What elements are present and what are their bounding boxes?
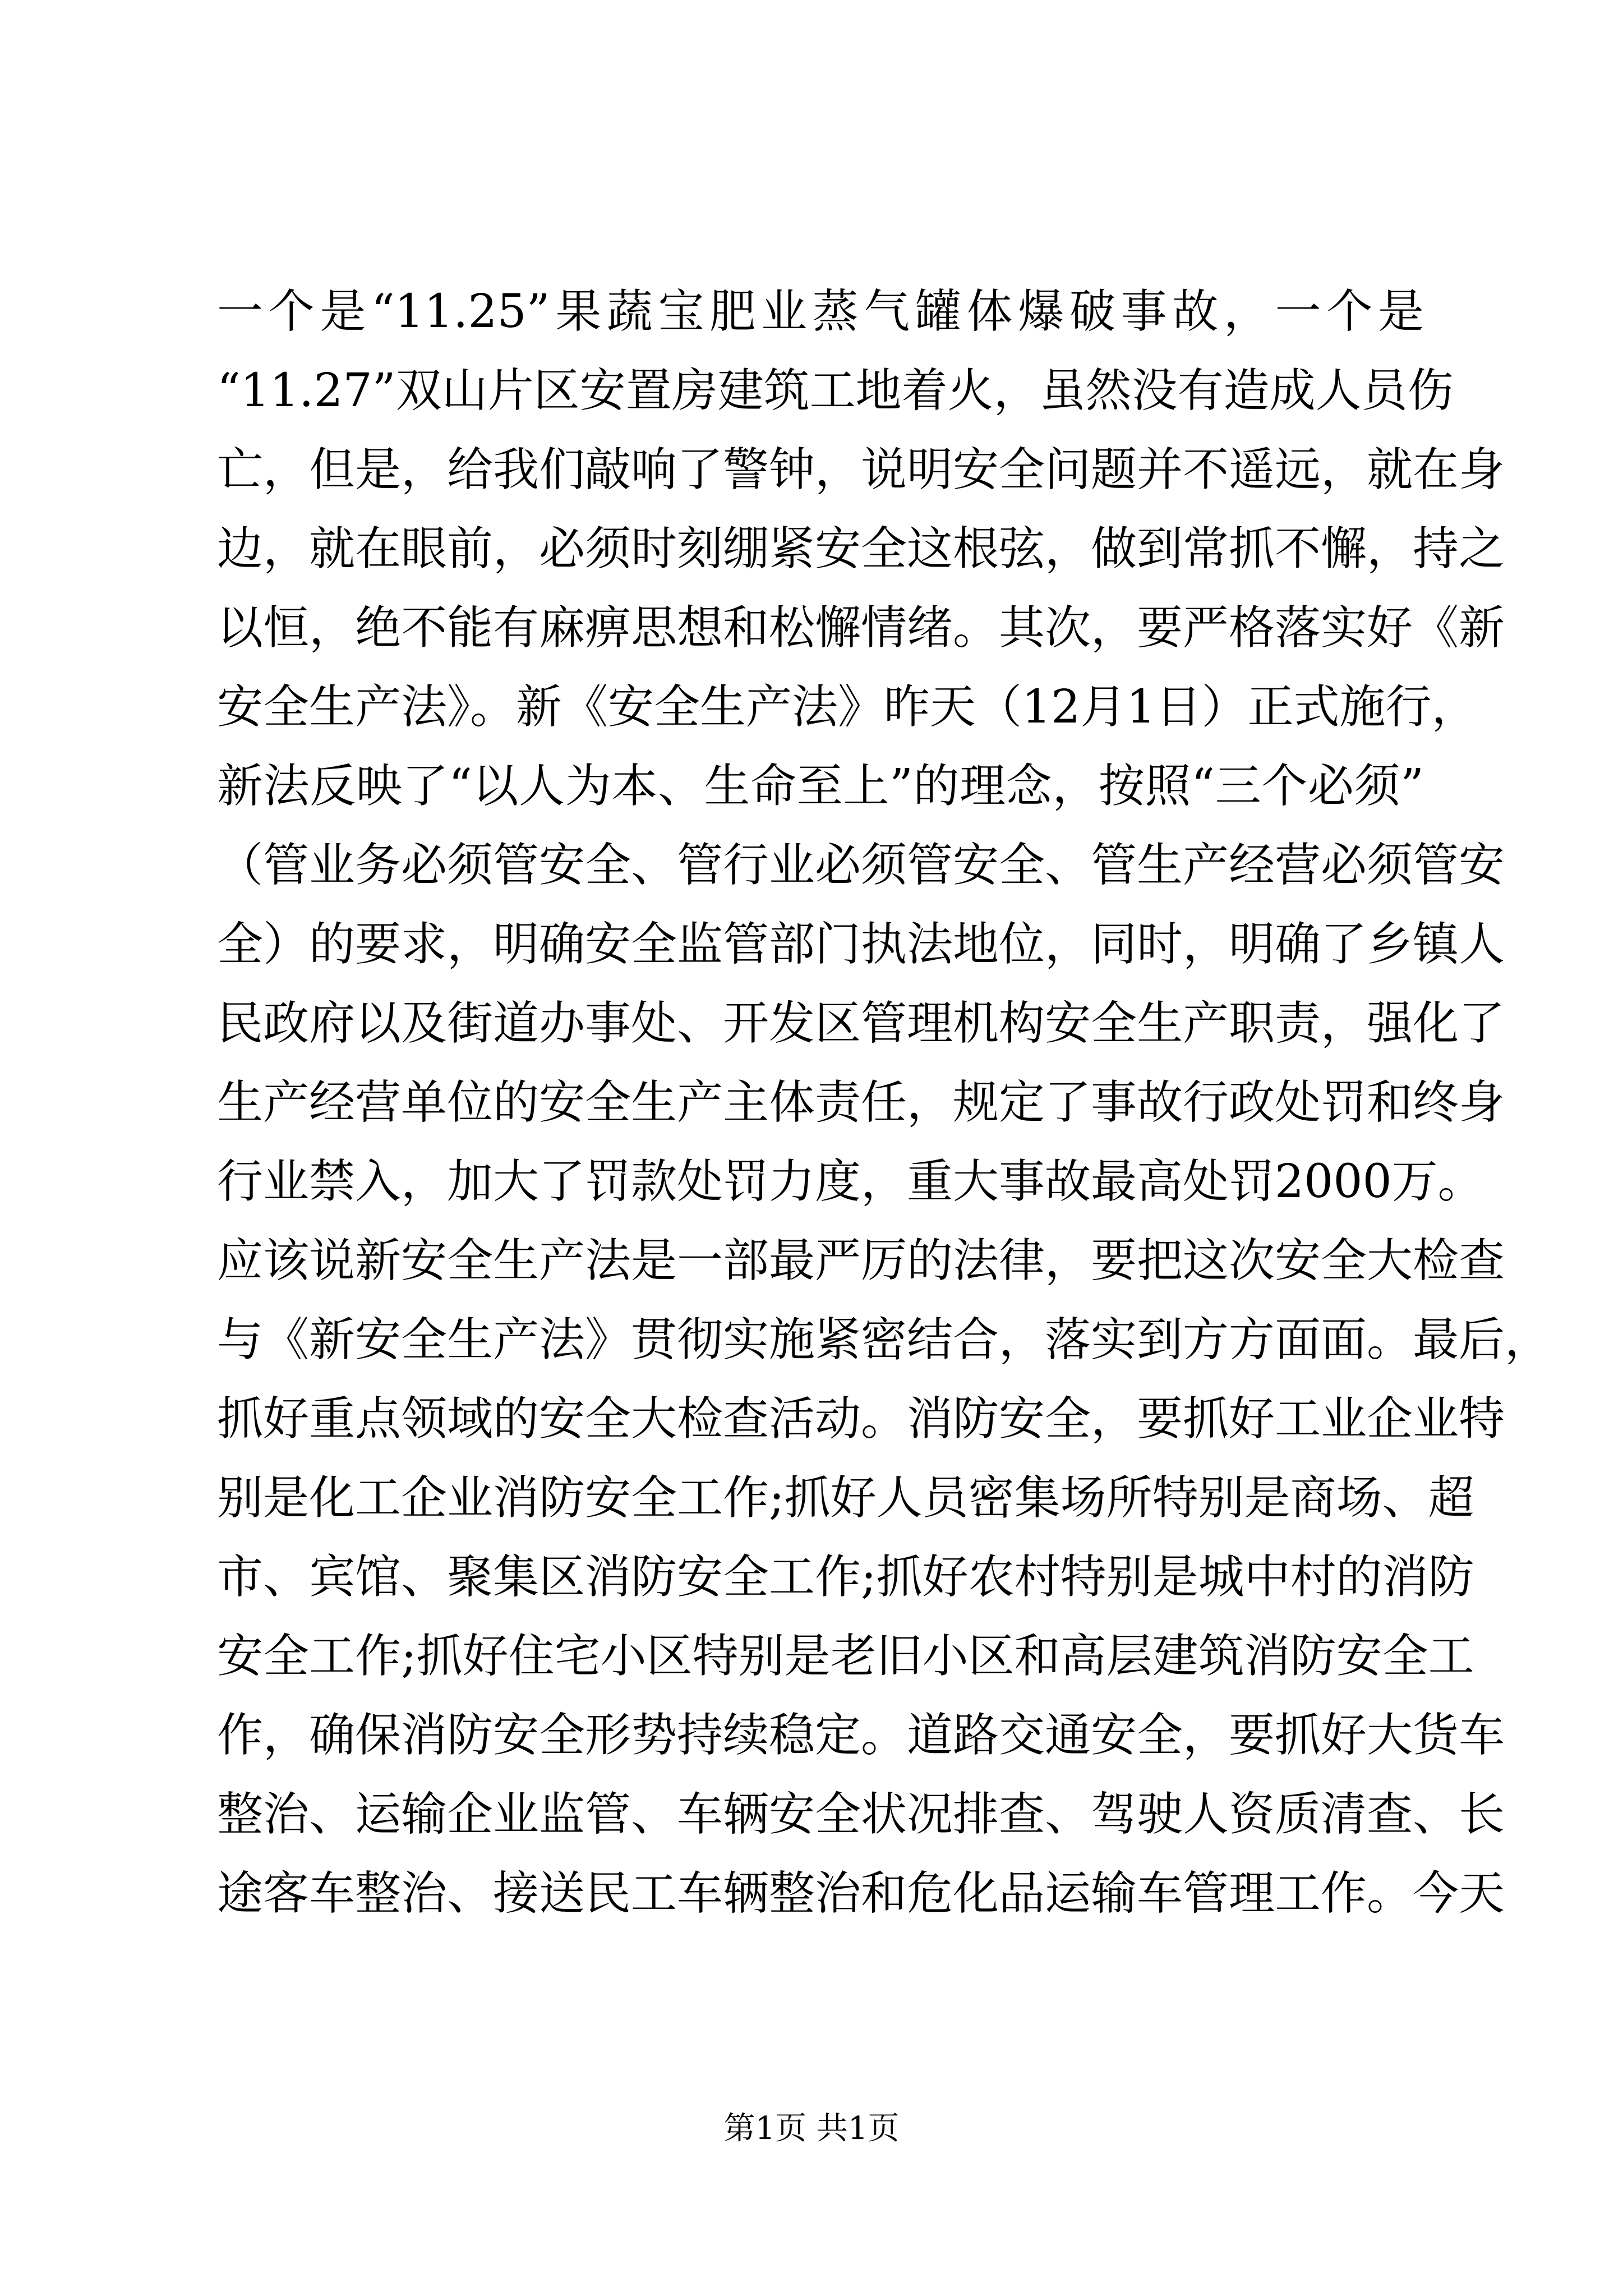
text-line: 全）的要求，明确安全监管部门执法地位，同时，明确了乡镇人 [217,918,1505,971]
text-line: 行业禁入，加大了罚款处罚力度，重大事故最高处罚2000万。 [217,1155,1484,1208]
text-line: 新法反映了“以人为本、生命至上”的理念，按照“三个必须” [217,760,1424,813]
text-line: 别是化工企业消防安全工作;抓好人员密集场所特别是商场、超 [217,1471,1474,1525]
text-line: 应该说新安全生产法是一部最严厉的法律，要把这次安全大检查 [217,1234,1505,1287]
text-line: 一个是“11.25”果蔬宝肥业蒸气罐体爆破事故，一个是 [217,285,1424,338]
text-line: 生产经营单位的安全生产主体责任，规定了事故行政处罚和终身 [217,1076,1505,1129]
text-line: 安全生产法》。新《安全生产法》昨天（12月1日）正式施行， [217,680,1478,734]
text-line: （管业务必须管安全、管行业必须管安全、管生产经营必须管安 [217,839,1505,892]
text-line: 与《新安全生产法》贯彻实施紧密结合，落实到方方面面。最后， [217,1313,1551,1366]
text-line: 安全工作;抓好住宅小区特别是老旧小区和高层建筑消防安全工 [217,1630,1474,1683]
text-line: 市、宾馆、聚集区消防安全工作;抓好农村特别是城中村的消防 [217,1550,1474,1604]
text-line: 整治、运输企业监管、车辆安全状况排查、驾驶人资质清查、长 [217,1788,1505,1841]
text-line: 民政府以及街道办事处、开发区管理机构安全生产职责，强化了 [217,997,1505,1050]
text-line: 途客车整治、接送民工车辆整治和危化品运输车管理工作。今天 [217,1867,1505,1920]
page-footer: 第1页 共1页 [723,2110,900,2147]
text-line: 作，确保消防安全形势持续稳定。道路交通安全，要抓好大货车 [217,1709,1505,1762]
text-line: 以恒，绝不能有麻痹思想和松懈情绪。其次，要严格落实好《新 [217,601,1505,655]
text-line: 亡，但是，给我们敲响了警钟，说明安全问题并不遥远，就在身 [217,443,1505,496]
text-line: 抓好重点领域的安全大检查活动。消防安全，要抓好工业企业特 [217,1392,1505,1446]
text-line: 边，就在眼前，必须时刻绷紧安全这根弦，做到常抓不懈，持之 [217,522,1505,576]
body-text [217,272,1551,1933]
text-line: “11.27”双山片区安置房建筑工地着火，虽然没有造成人员伤 [217,364,1454,417]
